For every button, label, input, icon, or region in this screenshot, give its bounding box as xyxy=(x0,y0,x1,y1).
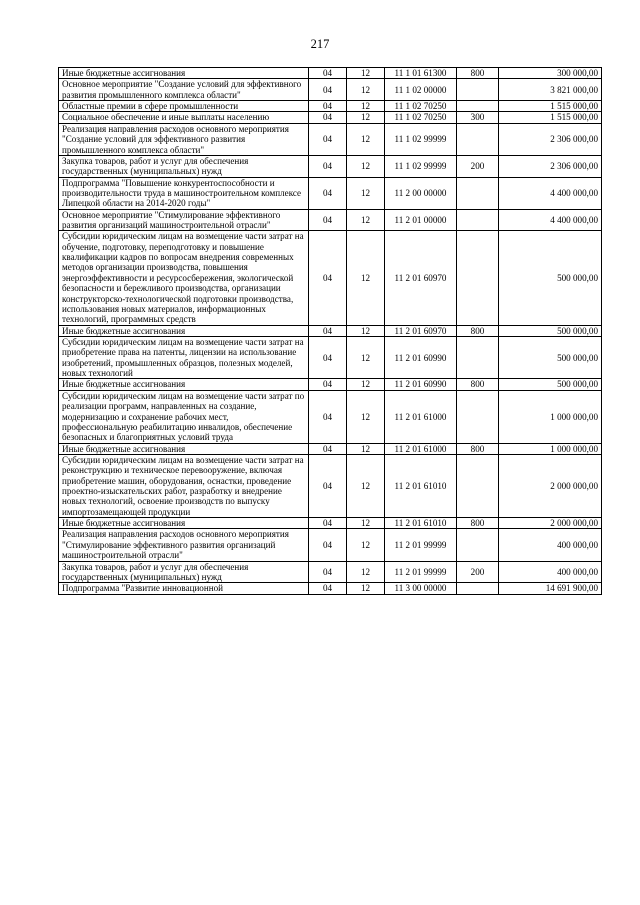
target-article-cell: 11 1 02 70250 xyxy=(385,112,457,123)
amount-cell: 500 000,00 xyxy=(499,325,602,336)
target-article-cell: 11 2 01 61010 xyxy=(385,454,457,517)
target-article-cell: 11 2 01 60970 xyxy=(385,231,457,325)
section-code-cell: 04 xyxy=(309,454,347,517)
expense-name-cell: Субсидии юридическим лицам на возмещение части затрат по реализации программ, направленных на создание, модернизацию и сохранение рабочих мест, профессиональную реабилитацию инвалидов, обеспечение безопасных и благоприятных условий труда xyxy=(59,390,309,443)
expense-name-cell: Субсидии юридическим лицам на возмещение части затрат на обучение, подготовку, переподготовку и повышение квалификации кадров по вопросам внедрения современных методов организации производства, повышения энергоэффективности и ресурсосбережения, экологической безопасности и бережливого производства, организации конструкторско-технологической подготовки производства, использования новых материалов, информационных технологий, программных средств xyxy=(59,231,309,325)
subsection-code-cell: 12 xyxy=(347,112,385,123)
table-row xyxy=(59,583,602,594)
section-code-cell: 04 xyxy=(309,518,347,529)
expense-type-cell: 800 xyxy=(457,379,499,390)
table-row xyxy=(59,68,602,79)
expense-type-cell xyxy=(457,101,499,112)
amount-cell: 14 691 900,00 xyxy=(499,583,602,594)
subsection-code-cell: 12 xyxy=(347,209,385,231)
target-article-cell: 11 2 01 61010 xyxy=(385,518,457,529)
expense-name-cell: Социальное обеспечение и иные выплаты населению xyxy=(59,112,309,123)
target-article-cell: 11 2 01 61000 xyxy=(385,443,457,454)
expense-name-cell: Закупка товаров, работ и услуг для обеспечения государственных (муниципальных) нужд xyxy=(59,155,309,177)
expense-name-cell: Иные бюджетные ассигнования xyxy=(59,379,309,390)
section-code-cell: 04 xyxy=(309,177,347,209)
expense-name-cell: Иные бюджетные ассигнования xyxy=(59,325,309,336)
table-row xyxy=(59,112,602,123)
table-row xyxy=(59,518,602,529)
subsection-code-cell: 12 xyxy=(347,325,385,336)
expense-type-cell xyxy=(457,454,499,517)
target-article-cell: 11 1 02 99999 xyxy=(385,123,457,155)
expense-type-cell xyxy=(457,123,499,155)
expense-name-cell: Основное мероприятие "Стимулирование эффективного развития организаций машиностроительной отрасли" xyxy=(59,209,309,231)
expense-name-cell: Иные бюджетные ассигнования xyxy=(59,443,309,454)
expense-type-cell xyxy=(457,231,499,325)
expense-type-cell xyxy=(457,79,499,101)
target-article-cell: 11 1 01 61300 xyxy=(385,68,457,79)
expense-type-cell xyxy=(457,529,499,561)
expense-name-cell: Иные бюджетные ассигнования xyxy=(59,518,309,529)
section-code-cell: 04 xyxy=(309,390,347,443)
amount-cell: 500 000,00 xyxy=(499,379,602,390)
expense-type-cell: 800 xyxy=(457,68,499,79)
section-code-cell: 04 xyxy=(309,231,347,325)
target-article-cell: 11 3 00 00000 xyxy=(385,583,457,594)
subsection-code-cell: 12 xyxy=(347,101,385,112)
expense-type-cell: 200 xyxy=(457,155,499,177)
section-code-cell: 04 xyxy=(309,561,347,583)
subsection-code-cell: 12 xyxy=(347,155,385,177)
amount-cell: 1 515 000,00 xyxy=(499,101,602,112)
table-row xyxy=(59,443,602,454)
subsection-code-cell: 12 xyxy=(347,583,385,594)
expense-name-cell: Подпрограмма "Повышение конкурентоспособности и производительности труда в машиностроительном комплексе Липецкой области на 2014-2020 годы" xyxy=(59,177,309,209)
section-code-cell: 04 xyxy=(309,79,347,101)
expense-type-cell: 800 xyxy=(457,518,499,529)
amount-cell: 500 000,00 xyxy=(499,231,602,325)
table-row xyxy=(59,123,602,155)
expense-type-cell: 200 xyxy=(457,561,499,583)
budget-table xyxy=(58,67,602,595)
subsection-code-cell: 12 xyxy=(347,177,385,209)
subsection-code-cell: 12 xyxy=(347,561,385,583)
subsection-code-cell: 12 xyxy=(347,79,385,101)
section-code-cell: 04 xyxy=(309,443,347,454)
amount-cell: 4 400 000,00 xyxy=(499,209,602,231)
table-row xyxy=(59,561,602,583)
table-row xyxy=(59,454,602,517)
expense-name-cell: Субсидии юридическим лицам на возмещение части затрат на приобретение права на патенты, лицензии на использование изобретений, промышленных образцов, полезных моделей, новых технологий xyxy=(59,336,309,378)
expense-name-cell: Иные бюджетные ассигнования xyxy=(59,68,309,79)
expense-type-cell: 300 xyxy=(457,112,499,123)
section-code-cell: 04 xyxy=(309,123,347,155)
expense-name-cell: Реализация направления расходов основного мероприятия "Стимулирование эффективного развития организаций машиностроительной отрасли" xyxy=(59,529,309,561)
amount-cell: 1 000 000,00 xyxy=(499,443,602,454)
table-row xyxy=(59,336,602,378)
amount-cell: 400 000,00 xyxy=(499,561,602,583)
section-code-cell: 04 xyxy=(309,336,347,378)
expense-name-cell: Подпрограмма "Развитие инновационной xyxy=(59,583,309,594)
table-row xyxy=(59,529,602,561)
target-article-cell: 11 1 02 70250 xyxy=(385,101,457,112)
target-article-cell: 11 2 01 00000 xyxy=(385,209,457,231)
table-row xyxy=(59,390,602,443)
amount-cell: 2 306 000,00 xyxy=(499,155,602,177)
amount-cell: 2 000 000,00 xyxy=(499,454,602,517)
table-row xyxy=(59,379,602,390)
target-article-cell: 11 2 01 60990 xyxy=(385,336,457,378)
amount-cell: 400 000,00 xyxy=(499,529,602,561)
subsection-code-cell: 12 xyxy=(347,518,385,529)
expense-type-cell xyxy=(457,177,499,209)
expense-name-cell: Субсидии юридическим лицам на возмещение части затрат на реконструкцию и техническое перевооружение, включая приобретение машин, оборудования, оснастки, проведение проектно-изыскательских работ, разработку и внедрение новых технологий, освоение производств по выпуску импортозамещающей продукции xyxy=(59,454,309,517)
section-code-cell: 04 xyxy=(309,112,347,123)
amount-cell: 4 400 000,00 xyxy=(499,177,602,209)
section-code-cell: 04 xyxy=(309,101,347,112)
table-row xyxy=(59,79,602,101)
target-article-cell: 11 2 01 60990 xyxy=(385,379,457,390)
expense-type-cell: 800 xyxy=(457,325,499,336)
subsection-code-cell: 12 xyxy=(347,68,385,79)
amount-cell: 3 821 000,00 xyxy=(499,79,602,101)
target-article-cell: 11 2 01 99999 xyxy=(385,529,457,561)
target-article-cell: 11 2 01 61000 xyxy=(385,390,457,443)
expense-name-cell: Основное мероприятие "Создание условий для эффективного развития промышленного комплекса области" xyxy=(59,79,309,101)
target-article-cell: 11 1 02 00000 xyxy=(385,79,457,101)
expense-type-cell xyxy=(457,209,499,231)
amount-cell: 1 515 000,00 xyxy=(499,112,602,123)
section-code-cell: 04 xyxy=(309,379,347,390)
subsection-code-cell: 12 xyxy=(347,379,385,390)
section-code-cell: 04 xyxy=(309,583,347,594)
expense-type-cell xyxy=(457,390,499,443)
subsection-code-cell: 12 xyxy=(347,231,385,325)
target-article-cell: 11 2 00 00000 xyxy=(385,177,457,209)
expense-name-cell: Закупка товаров, работ и услуг для обеспечения государственных (муниципальных) нужд xyxy=(59,561,309,583)
section-code-cell: 04 xyxy=(309,68,347,79)
budget-table-body xyxy=(59,68,602,595)
subsection-code-cell: 12 xyxy=(347,529,385,561)
subsection-code-cell: 12 xyxy=(347,454,385,517)
expense-type-cell: 800 xyxy=(457,443,499,454)
table-row xyxy=(59,231,602,325)
expense-name-cell: Реализация направления расходов основного мероприятия "Создание условий для эффективного развития промышленного комплекса области" xyxy=(59,123,309,155)
expense-type-cell xyxy=(457,583,499,594)
table-row xyxy=(59,155,602,177)
section-code-cell: 04 xyxy=(309,155,347,177)
amount-cell: 1 000 000,00 xyxy=(499,390,602,443)
amount-cell: 300 000,00 xyxy=(499,68,602,79)
expense-name-cell: Областные премии в сфере промышленности xyxy=(59,101,309,112)
amount-cell: 2 306 000,00 xyxy=(499,123,602,155)
table-row xyxy=(59,209,602,231)
section-code-cell: 04 xyxy=(309,529,347,561)
amount-cell: 2 000 000,00 xyxy=(499,518,602,529)
section-code-cell: 04 xyxy=(309,209,347,231)
subsection-code-cell: 12 xyxy=(347,443,385,454)
page-number: 217 xyxy=(310,37,330,51)
table-row xyxy=(59,101,602,112)
subsection-code-cell: 12 xyxy=(347,123,385,155)
table-row xyxy=(59,325,602,336)
target-article-cell: 11 2 01 60970 xyxy=(385,325,457,336)
table-row xyxy=(59,177,602,209)
section-code-cell: 04 xyxy=(309,325,347,336)
target-article-cell: 11 1 02 99999 xyxy=(385,155,457,177)
amount-cell: 500 000,00 xyxy=(499,336,602,378)
expense-type-cell xyxy=(457,336,499,378)
subsection-code-cell: 12 xyxy=(347,336,385,378)
subsection-code-cell: 12 xyxy=(347,390,385,443)
target-article-cell: 11 2 01 99999 xyxy=(385,561,457,583)
